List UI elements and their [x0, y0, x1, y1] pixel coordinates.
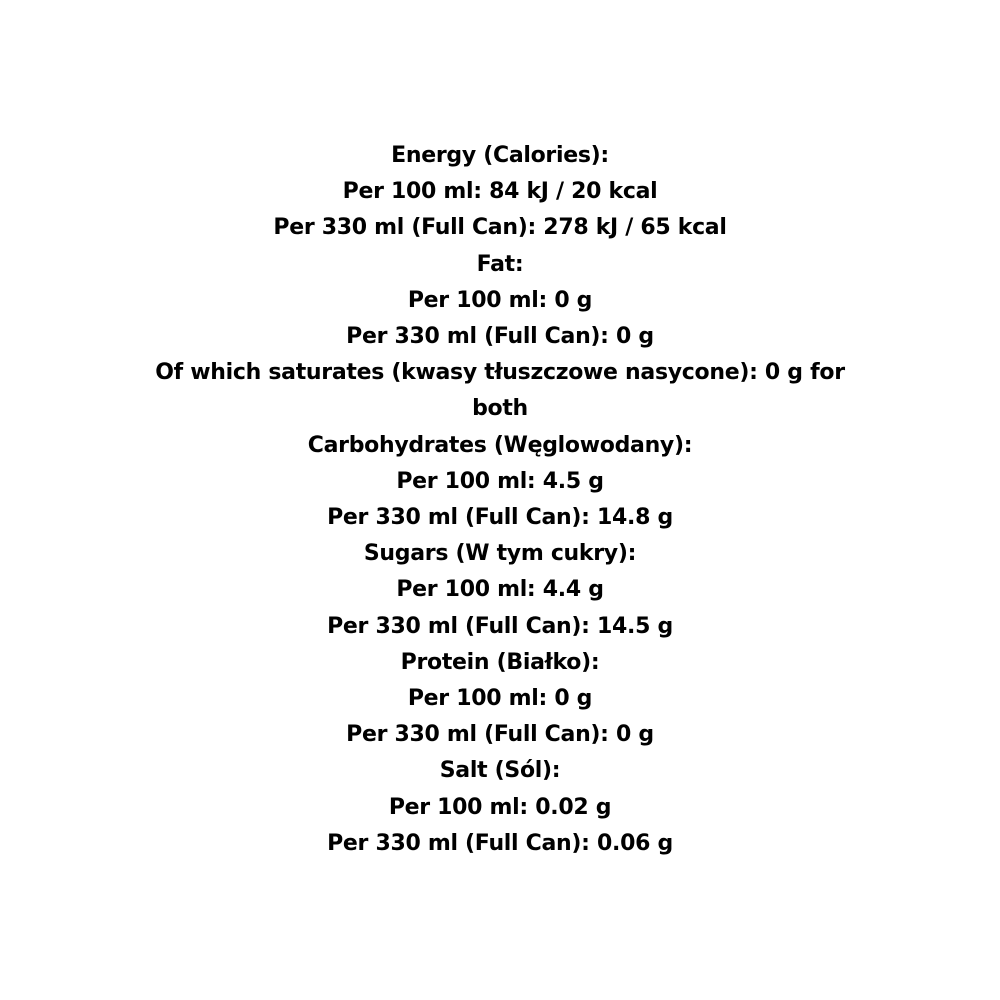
saturates-line-1: Of which saturates (kwasy tłuszczowe nasycone): 0 g for	[155, 360, 845, 386]
nutrition-facts	[60, 138, 940, 862]
carbohydrates-per-100ml: Per 100 ml: 4.5 g	[396, 468, 604, 494]
energy-heading: Energy (Calories):	[391, 143, 609, 168]
protein-per-330ml: Per 330 ml (Full Can): 0 g	[346, 722, 654, 748]
protein-per-100ml: Per 100 ml: 0 g	[407, 686, 593, 712]
sugars-per-100ml: Per 100 ml: 4.4 g	[396, 577, 604, 603]
energy-per-330ml: Per 330 ml (Full Can): 278 kJ / 65 kcal	[273, 215, 727, 241]
salt-per-330ml: Per 330 ml (Full Can): 0.06 g	[327, 830, 673, 856]
carbohydrates-per-330ml: Per 330 ml (Full Can): 14.8 g	[327, 505, 673, 531]
energy-per-100ml: Per 100 ml: 84 kJ / 20 kcal	[342, 179, 658, 205]
sugars-per-330ml: Per 330 ml (Full Can): 14.5 g	[327, 613, 673, 639]
sugars-heading: Sugars (W tym cukry):	[363, 541, 637, 567]
saturates-line-2: both	[472, 396, 528, 422]
fat-per-330ml: Per 330 ml (Full Can): 0 g	[346, 324, 654, 350]
protein-heading: Protein (Białko):	[400, 649, 600, 675]
fat-per-100ml: Per 100 ml: 0 g	[407, 287, 593, 313]
carbohydrates-heading: Carbohydrates (Węglowodany):	[307, 432, 693, 458]
salt-per-100ml: Per 100 ml: 0.02 g	[388, 794, 612, 820]
fat-heading: Fat:	[476, 251, 524, 277]
salt-heading: Salt (Sól):	[439, 758, 561, 784]
